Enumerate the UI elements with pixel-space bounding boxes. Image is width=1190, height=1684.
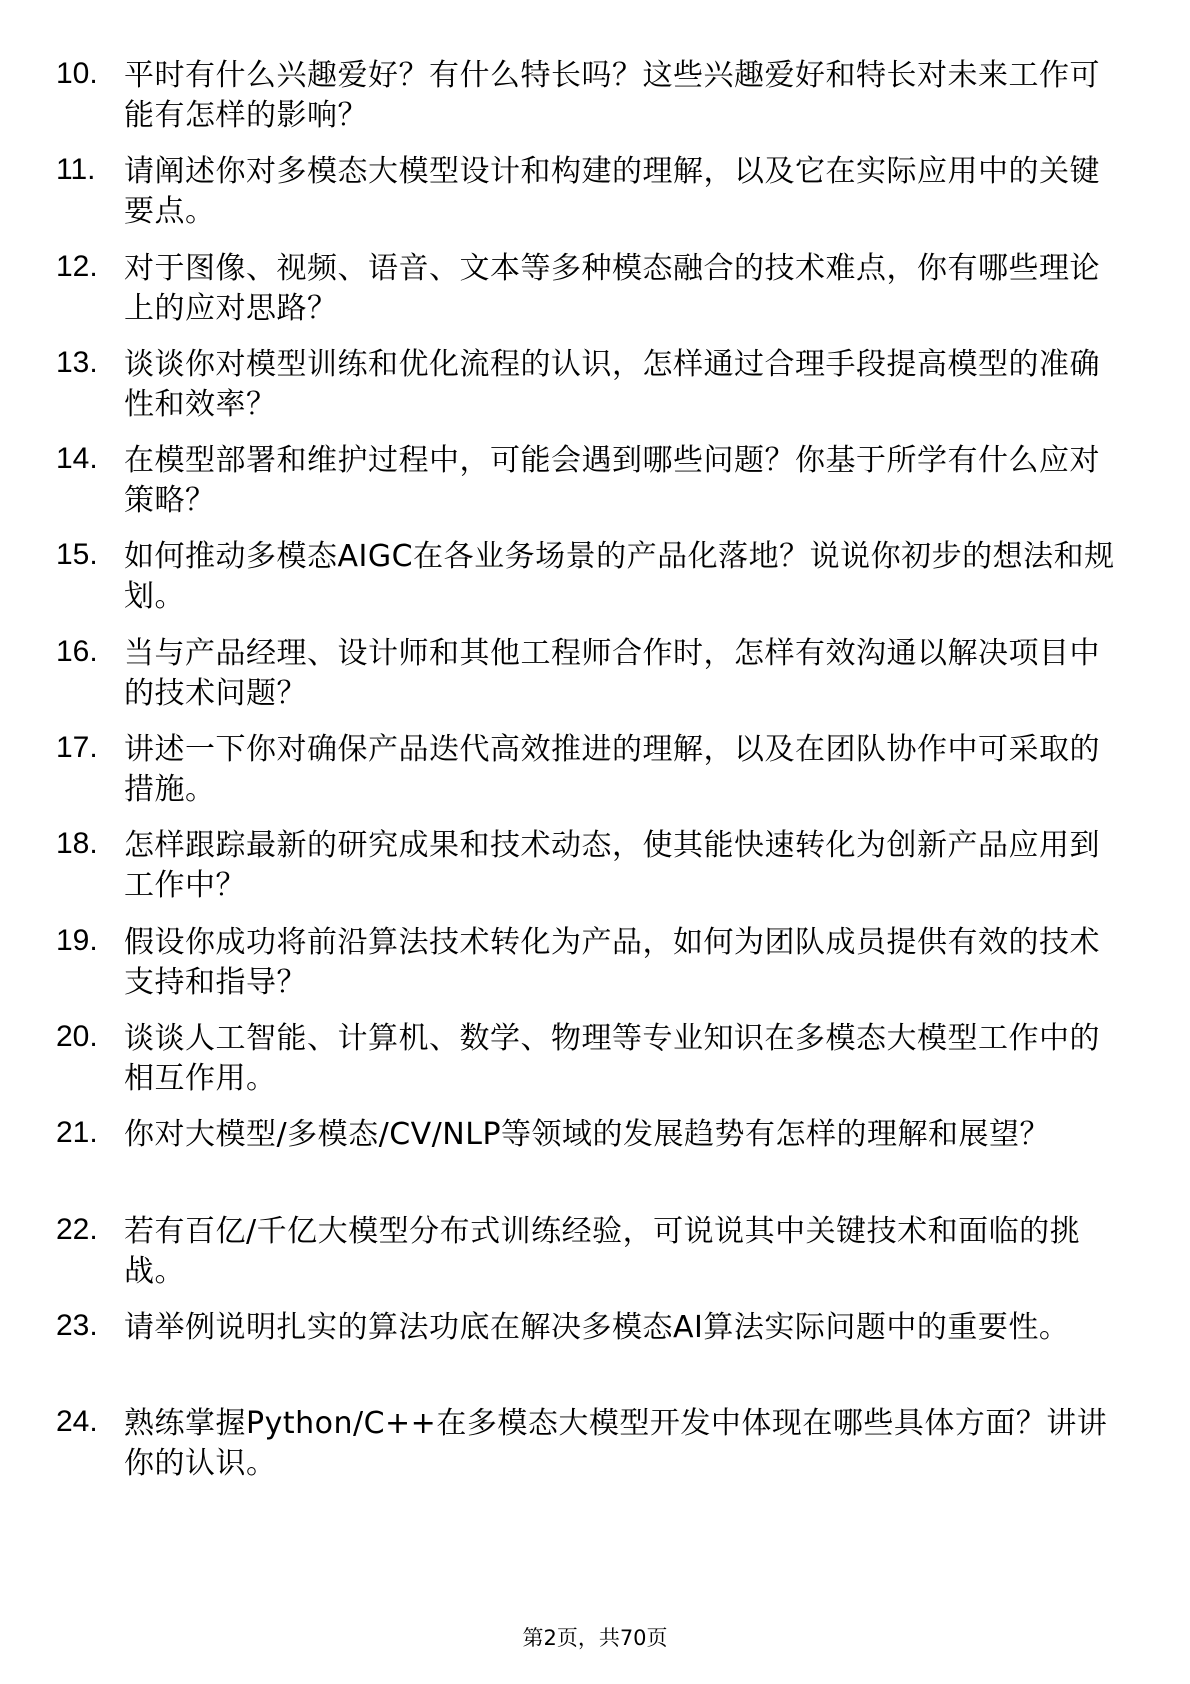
question-number: 20. [56, 1019, 98, 1053]
question-number: 11. [56, 153, 96, 187]
question-number: 19. [56, 923, 98, 957]
question-text: 当与产品经理、设计师和其他工程师合作时，怎样有效沟通以解决项目中的技术问题？ [124, 635, 1100, 711]
question-number: 23. [56, 1308, 98, 1342]
question-item [0, 622, 1190, 718]
question-text: 谈谈人工智能、计算机、数学、物理等专业知识在多模态大模型工作中的相互作用。 [124, 1020, 1100, 1096]
question-text: 请阐述你对多模态大模型设计和构建的理解，以及它在实际应用中的关键要点。 [124, 154, 1100, 230]
question-item [0, 1007, 1190, 1103]
question-item [0, 1103, 1190, 1199]
question-item [0, 718, 1190, 814]
question-text: 讲述一下你对确保产品迭代高效推进的理解，以及在团队协作中可采取的措施。 [124, 732, 1100, 808]
question-number: 21. [56, 1116, 98, 1150]
question-text: 谈谈你对模型训练和优化流程的认识，怎样通过合理手段提高模型的准确性和效率？ [124, 346, 1100, 422]
question-number: 16. [56, 634, 98, 668]
question-number: 13. [56, 345, 98, 379]
question-number: 24. [56, 1405, 98, 1439]
question-text: 对于图像、视频、语音、文本等多种模态融合的技术难点，你有哪些理论上的应对思路？ [124, 250, 1100, 326]
question-text: 请举例说明扎实的算法功底在解决多模态AI算法实际问题中的重要性。 [124, 1309, 1070, 1345]
question-item [0, 814, 1190, 910]
question-item [0, 1200, 1190, 1296]
question-item [0, 1296, 1190, 1392]
question-item [0, 429, 1190, 525]
question-number: 18. [56, 827, 98, 861]
question-text: 平时有什么兴趣爱好？有什么特长吗？这些兴趣爱好和特长对未来工作可能有怎样的影响？ [124, 58, 1100, 133]
question-number: 17. [56, 731, 98, 765]
question-item [0, 44, 1190, 140]
question-list [0, 44, 1190, 1488]
question-number: 14. [56, 442, 98, 476]
page-number: 第2页，共70页 [522, 1626, 668, 1650]
question-text: 若有百亿/千亿大模型分布式训练经验，可说说其中关键技术和面临的挑战。 [124, 1213, 1081, 1289]
question-text: 假设你成功将前沿算法技术转化为产品，如何为团队成员提供有效的技术支持和指导？ [124, 924, 1100, 1000]
question-number: 12. [56, 249, 98, 283]
question-item [0, 140, 1190, 236]
question-text: 如何推动多模态AIGC在各业务场景的产品化落地？说说你初步的想法和规划。 [124, 539, 1115, 615]
question-item [0, 911, 1190, 1007]
question-text: 怎样跟踪最新的研究成果和技术动态，使其能快速转化为创新产品应用到工作中？ [124, 828, 1100, 904]
question-number: 22. [56, 1212, 98, 1246]
question-text: 你对大模型/多模态/CV/NLP等领域的发展趋势有怎样的理解和展望？ [124, 1117, 1051, 1153]
question-item [0, 1392, 1190, 1488]
question-item [0, 333, 1190, 429]
question-text: 熟练掌握Python/C++在多模态大模型开发中体现在哪些具体方面？讲讲你的认识。 [124, 1406, 1108, 1482]
question-item [0, 525, 1190, 621]
question-text: 在模型部署和维护过程中，可能会遇到哪些问题？你基于所学有什么应对策略？ [124, 443, 1100, 519]
question-number: 15. [56, 538, 98, 572]
question-item [0, 237, 1190, 333]
question-number: 10. [56, 57, 98, 90]
